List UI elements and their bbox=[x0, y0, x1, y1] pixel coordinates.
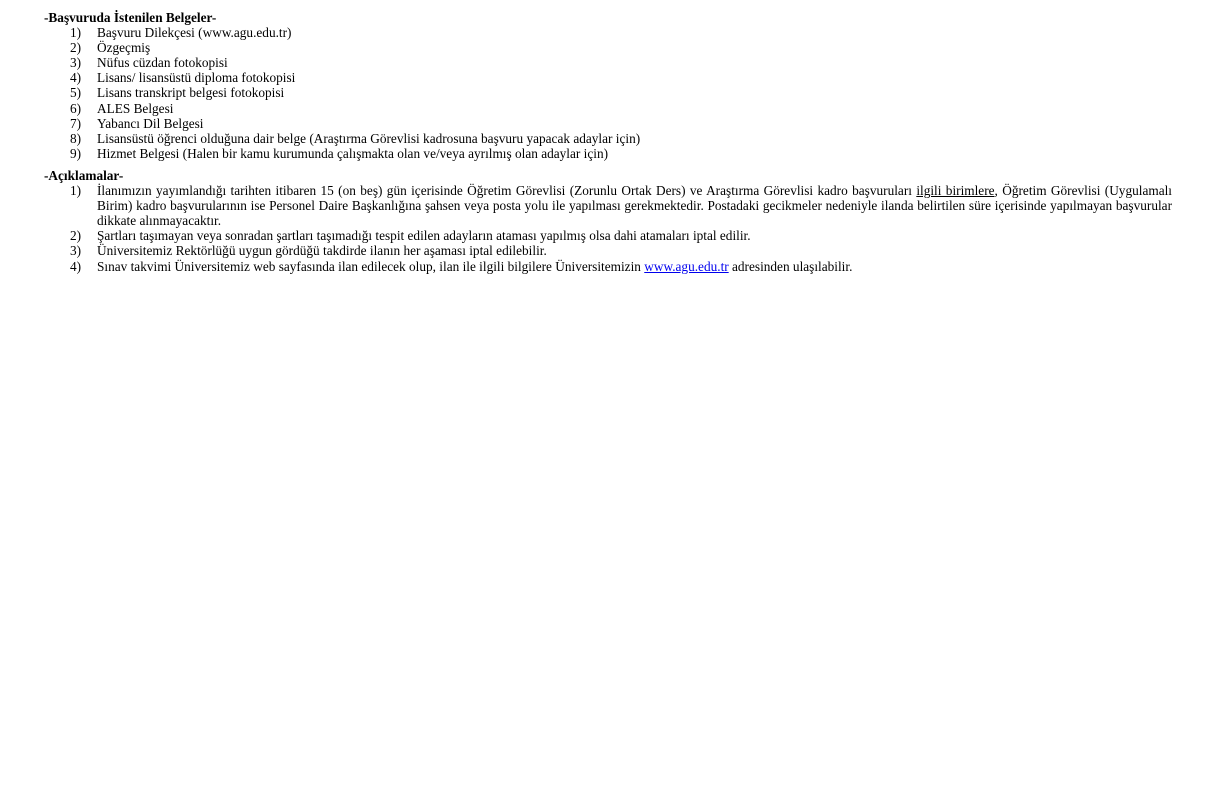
list-item bbox=[44, 85, 1172, 100]
item-number: 3) bbox=[70, 55, 82, 71]
website-link[interactable]: www.agu.edu.tr bbox=[644, 258, 729, 274]
item-text: İlanımızın yayımlandığı tarihten itibaren 15 (on beş) gün içerisinde Öğretim Görevlisi (Zorunlu Ortak Ders) ve Araştırma Görevlisi kadro başvuruları bbox=[97, 183, 917, 199]
documents-list bbox=[44, 25, 1172, 161]
section-spacer bbox=[44, 161, 1172, 168]
list-item bbox=[44, 183, 1172, 228]
item-number: 5) bbox=[70, 85, 82, 101]
notes-list bbox=[44, 183, 1172, 274]
item-text: Yabancı Dil Belgesi bbox=[97, 115, 204, 131]
item-number: 2) bbox=[70, 40, 82, 56]
list-item bbox=[44, 55, 1172, 70]
item-text: Lisans/ lisansüstü diploma fotokopisi bbox=[97, 70, 296, 86]
item-text: Hizmet Belgesi (Halen bir kamu kurumunda çalışmakta olan ve/veya ayrılmış olan adaylar için) bbox=[97, 145, 609, 161]
list-item bbox=[44, 228, 1172, 243]
item-text: Nüfus cüzdan fotokopisi bbox=[97, 55, 228, 71]
list-item bbox=[44, 259, 1172, 274]
list-item bbox=[44, 25, 1172, 40]
notes-heading: -Açıklamalar- bbox=[44, 167, 124, 183]
list-item bbox=[44, 131, 1172, 146]
item-text: Şartları taşımayan veya sonradan şartları taşımadığı tespit edilen adayların ataması yapılmış olsa dahi atamaları iptal edilir. bbox=[97, 228, 751, 244]
item-text: ALES Belgesi bbox=[97, 100, 174, 116]
item-number: 3) bbox=[70, 243, 82, 259]
documents-heading: -Başvuruda İstenilen Belgeler- bbox=[44, 10, 217, 25]
underlined-text: ilgili birimlere bbox=[916, 183, 995, 199]
item-number: 4) bbox=[70, 258, 82, 274]
list-item bbox=[44, 243, 1172, 258]
item-number: 1) bbox=[70, 25, 82, 41]
item-text: Lisansüstü öğrenci olduğuna dair belge (Araştırma Görevlisi kadrosuna başvuru yapacak adaylar için) bbox=[97, 130, 641, 146]
item-text: Üniversitemiz Rektörlüğü uygun gördüğü takdirde ilanın her aşaması iptal edilebilir. bbox=[97, 243, 547, 259]
list-item bbox=[44, 101, 1172, 116]
item-text: Başvuru Dilekçesi (www.agu.edu.tr) bbox=[97, 25, 292, 41]
item-number: 7) bbox=[70, 115, 82, 131]
item-text: adresinden ulaşılabilir. bbox=[728, 258, 853, 274]
item-number: 1) bbox=[70, 183, 82, 199]
item-text: Sınav takvimi Üniversitemiz web sayfasında ilan edilecek olup, ilan ile ilgili bilgilere Üniversitemizin bbox=[97, 258, 645, 274]
list-item bbox=[44, 70, 1172, 85]
item-text: Lisans transkript belgesi fotokopisi bbox=[97, 85, 285, 101]
list-item bbox=[44, 146, 1172, 161]
item-text: Özgeçmiş bbox=[97, 40, 151, 56]
document-body bbox=[44, 10, 1172, 274]
item-number: 8) bbox=[70, 130, 82, 146]
item-text: , Öğretim Görevlisi (Uygulamalı Birim) kadro başvurularının ise Personel Daire Başkanlığına şahsen veya posta yolu ile yapılması gerekmektedir. Postadaki gecikmeler nedeniyle ilanda belirtilen süre içerisinde yapılmayan başvurular dikkate alınmayacaktır. bbox=[97, 183, 1172, 229]
list-item bbox=[44, 116, 1172, 131]
item-number: 6) bbox=[70, 100, 82, 116]
item-number: 9) bbox=[70, 145, 82, 161]
list-item bbox=[44, 40, 1172, 55]
item-number: 4) bbox=[70, 70, 82, 86]
item-number: 2) bbox=[70, 228, 82, 244]
